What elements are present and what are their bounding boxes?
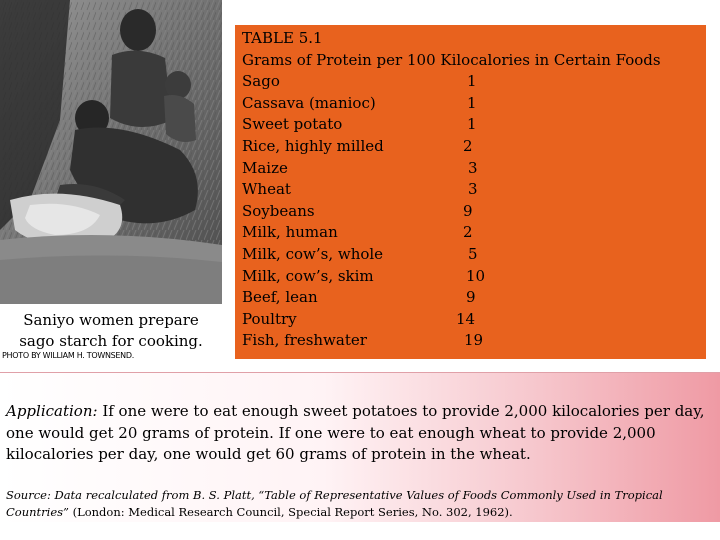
protein-value: 1 xyxy=(467,93,477,112)
protein-value: 1 xyxy=(467,115,477,134)
table-row xyxy=(242,287,706,309)
table-row xyxy=(242,179,706,201)
protein-value: 2 xyxy=(463,136,473,155)
food-name: Maize xyxy=(242,158,288,177)
food-name: Milk, cow’s, whole xyxy=(242,244,384,263)
source-paragraph xyxy=(6,487,714,521)
table-row xyxy=(242,330,706,352)
food-name: Cassava (manioc) xyxy=(242,93,376,112)
table-row xyxy=(242,244,706,266)
caption-line-2: sago starch for cooking. xyxy=(19,332,203,350)
application-text: If one were to eat enough sweet potatoes to provide 2,000 kilocalories per day, one would get 20 grams of protein. If one were to eat enough wheat to provide 2,000 kilocalories per day, one would get 60 grams of protein in the wheat. xyxy=(6,402,705,463)
table-row xyxy=(242,201,706,223)
protein-value: 1 xyxy=(467,72,477,91)
food-name: Milk, human xyxy=(242,223,338,242)
protein-value: 19 xyxy=(464,331,484,350)
food-name: Wheat xyxy=(242,180,291,199)
source-citation: Data recalculated from B. S. Platt, “Table of Representative Values of Foods Commonly Used in Tropical Countries” xyxy=(6,487,663,519)
protein-value: 9 xyxy=(463,201,473,220)
table-title: Grams of Protein per 100 Kilocalories in Certain Foods xyxy=(242,50,661,69)
caption-line-1: Saniyo women prepare xyxy=(23,311,199,329)
protein-value: 14 xyxy=(456,309,476,328)
table-rows xyxy=(242,71,706,352)
protein-value: 3 xyxy=(468,158,478,177)
table-row xyxy=(242,114,706,136)
food-name: Sago xyxy=(242,72,280,91)
application-label: Application: xyxy=(6,402,98,420)
food-name: Poultry xyxy=(242,309,297,328)
table-row xyxy=(242,136,706,158)
food-name: Fish, freshwater xyxy=(242,331,367,350)
table-row xyxy=(242,266,706,288)
application-box xyxy=(0,372,720,522)
photo-saniyo-women xyxy=(0,0,222,304)
food-name: Milk, cow’s, skim xyxy=(242,266,374,285)
food-name: Soybeans xyxy=(242,201,315,220)
table-row xyxy=(242,309,706,331)
table-row xyxy=(242,93,706,115)
protein-table xyxy=(235,25,706,359)
food-name: Beef, lean xyxy=(242,288,318,307)
protein-value: 2 xyxy=(463,223,473,242)
table-number: TABLE 5.1 xyxy=(242,29,323,47)
source-label: Source: xyxy=(6,487,51,502)
protein-value: 9 xyxy=(466,288,476,307)
food-name: Rice, highly milled xyxy=(242,136,384,155)
table-row xyxy=(242,71,706,93)
protein-value: 3 xyxy=(468,180,478,199)
photo-credit: PHOTO BY WILLIAM H. TOWNSEND. xyxy=(2,351,134,360)
application-paragraph xyxy=(6,401,714,466)
protein-value: 10 xyxy=(466,266,486,285)
protein-value: 5 xyxy=(468,244,478,263)
table-row xyxy=(242,158,706,180)
food-name: Sweet potato xyxy=(242,115,343,134)
source-publisher: (London: Medical Research Council, Special Report Series, No. 302, 1962). xyxy=(68,504,513,519)
table-row xyxy=(242,222,706,244)
